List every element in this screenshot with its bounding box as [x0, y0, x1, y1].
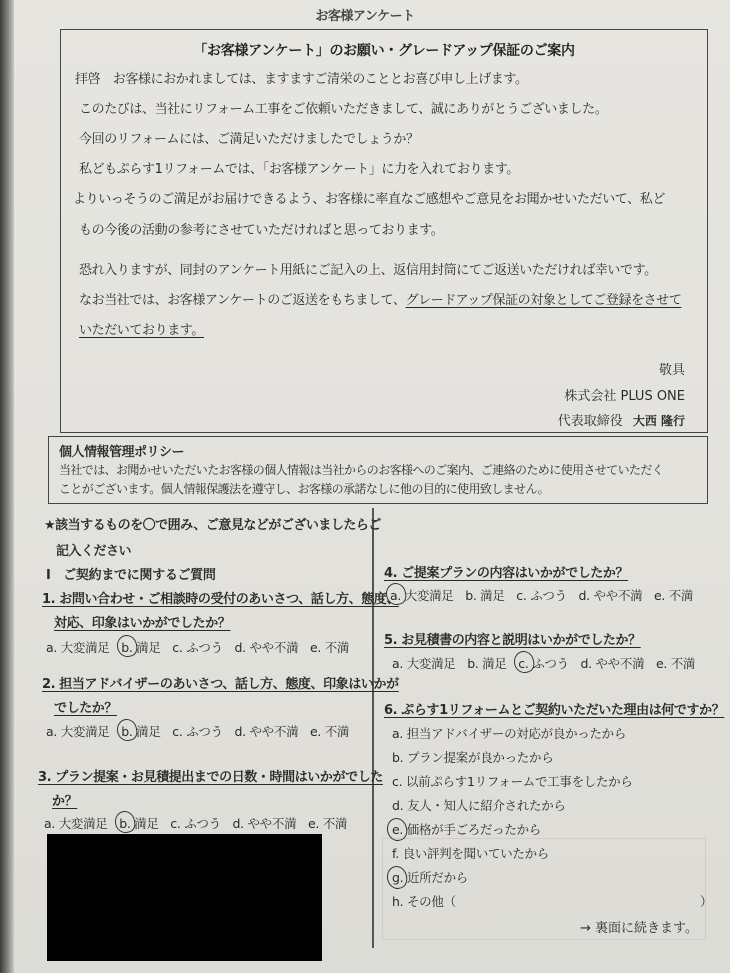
question-1-options [46, 638, 357, 656]
question-1-cont: 対応、印象はいかがでしたか？ [54, 616, 231, 631]
option-e[interactable]: e. 不満 [653, 588, 694, 603]
reason-key: f. [392, 846, 399, 861]
question-4: 4. ご提案プランの内容はいかがでしたか？ [384, 566, 629, 581]
option-c-selected[interactable]: c. ふつう [518, 656, 569, 671]
reason-label: その他（ [406, 894, 456, 909]
reason-key: g. [392, 870, 404, 885]
question-2: 2. 担当アドバイザーのあいさつ、話し方、態度、印象はいかが [42, 677, 399, 692]
option-b[interactable]: b. 満足 [465, 588, 505, 603]
option-c[interactable]: c. ふつう [516, 588, 567, 603]
reason-c[interactable] [392, 772, 633, 790]
option-e[interactable]: e. 不満 [309, 724, 350, 739]
letter-line: 拝啓 お客様におかれましては、ますますご清栄のこととお喜び申し上げます。 [75, 72, 528, 87]
option-d[interactable]: d. やや不満 [578, 588, 643, 603]
option-b-selected[interactable]: b. 満足 [121, 640, 161, 655]
reason-f[interactable] [392, 844, 549, 862]
reason-b[interactable] [392, 748, 553, 766]
option-d[interactable]: d. やや不満 [234, 724, 299, 739]
reason-label: 価格が手ごろだったから [406, 822, 541, 837]
question-4-options [390, 586, 701, 604]
reason-h[interactable] [392, 892, 456, 910]
reason-key: d. [392, 798, 404, 813]
option-c[interactable]: c. ふつう [172, 724, 223, 739]
instruction: ★該当するものを〇で囲み、ご意見などがございましたらご [44, 518, 381, 533]
privacy-policy-box [48, 436, 708, 504]
redacted-area [47, 834, 322, 961]
option-c[interactable]: c. ふつう [172, 640, 223, 655]
letter-line: このたびは、当社にリフォーム工事をご依頼いただきまして、誠にありがとうございました。 [79, 102, 608, 117]
option-d[interactable]: d. やや不満 [234, 640, 299, 655]
question-2-options [46, 722, 357, 740]
option-a[interactable]: a. 大変満足 [46, 640, 110, 655]
letter-line: もの今後の活動の参考にさせていただければと思っております。 [79, 223, 444, 238]
question-3-cont: か？ [52, 794, 78, 809]
letter-line: 私どもぷらす1リフォームでは、「お客様アンケート」に力を入れております。 [79, 162, 519, 177]
option-b-selected[interactable]: b. 満足 [119, 816, 159, 831]
reason-label: 近所だから [407, 870, 469, 885]
column-divider [372, 508, 374, 948]
privacy-text: ことがございます。個人情報保護法を遵守し、お客様の承諾なしに他の目的に使用致しません。 [59, 482, 549, 496]
privacy-title: 個人情報管理ポリシー [59, 445, 185, 460]
section-heading: Ⅰ ご契約までに関するご質問 [46, 568, 216, 583]
representative-signature: 大西 隆行 [632, 414, 685, 428]
option-e[interactable]: e. 不満 [307, 816, 348, 831]
option-d[interactable]: d. やや不満 [580, 656, 645, 671]
question-3-options [44, 814, 355, 832]
option-d[interactable]: d. やや不満 [232, 816, 297, 831]
representative-title: 代表取締役 [557, 414, 623, 429]
question-5-options [392, 654, 703, 672]
reason-key: b. [392, 750, 404, 765]
continue-note: → 裏面に続きます。 [580, 921, 698, 936]
reason-e-selected[interactable] [392, 820, 541, 838]
question-6: 6. ぷらす1リフォームとご契約いただいた理由は何ですか？ [384, 703, 725, 718]
letter-heading: 「お客様アンケート」のお願い・グレードアップ保証のご案内 [193, 43, 575, 59]
option-a[interactable]: a. 大変満足 [44, 816, 108, 831]
reason-label: 以前ぷらす1リフォームで工事をしたから [405, 774, 633, 789]
option-a[interactable]: a. 大変満足 [46, 724, 110, 739]
company-name: 株式会社 PLUS ONE [564, 389, 685, 404]
question-2-cont: でしたか？ [54, 701, 118, 716]
reason-label: 良い評判を聞いていたから [402, 846, 549, 861]
question-5: 5. お見積書の内容と説明はいかがでしたか？ [384, 633, 641, 648]
reason-key: e. [392, 822, 404, 837]
option-e[interactable]: e. 不満 [309, 640, 350, 655]
guarantee-underlined: グレードアップ保証の対象としてご登録をさせて [405, 293, 682, 308]
option-c[interactable]: c. ふつう [170, 816, 221, 831]
option-e[interactable]: e. 不満 [655, 656, 696, 671]
letter-line: 今回のリフォームには、ご満足いただけましたでしょうか？ [79, 132, 419, 147]
question-1: 1. お問い合わせ・ご相談時の受付のあいさつ、話し方、態度、 [42, 592, 399, 607]
photo-edge-shadow [0, 0, 14, 973]
reason-label: プラン提案が良かったから [407, 750, 554, 765]
reason-h-close-paren: ） [700, 894, 713, 909]
document-title: お客様アンケート [315, 9, 415, 24]
option-b-selected[interactable]: b. 満足 [121, 724, 161, 739]
option-b[interactable]: b. 満足 [467, 656, 507, 671]
reason-label: 友人・知人に紹介されたから [407, 798, 566, 813]
letter-line: よりいっそうのご満足がお届けできるよう、お客様に率直なご感想やご意見をお聞かせいただいて、私ど [73, 192, 665, 207]
option-a-selected[interactable]: a. 大変満足 [390, 588, 454, 603]
reason-d[interactable] [392, 796, 566, 814]
reason-label: 担当アドバイザーの対応が良かったから [406, 726, 627, 741]
guarantee-prefix: なお当社では、お客様アンケートのご返送をもちまして、 [79, 293, 406, 308]
question-3: 3. プラン提案・お見積提出までの日数・時間はいかがでした [38, 770, 383, 785]
guarantee-line [79, 289, 681, 308]
privacy-text: 当社では、お聞かせいただいたお客様の個人情報は当社からのお客様へのご案内、ご連絡のために使用させていただく [59, 463, 664, 477]
reason-key: a. [392, 726, 404, 741]
letter-box [60, 29, 708, 433]
instruction: 記入ください [56, 544, 132, 559]
option-a[interactable]: a. 大変満足 [392, 656, 456, 671]
guarantee-last: いただいております。 [79, 323, 204, 338]
reason-g-selected[interactable] [392, 868, 468, 886]
representative [558, 410, 685, 429]
reason-a[interactable] [392, 724, 626, 742]
closing: 敬具 [658, 363, 685, 378]
reason-key: c. [392, 774, 403, 789]
reason-key: h. [392, 894, 404, 909]
letter-line: 恐れ入りますが、同封のアンケート用紙にご記入の上、返信用封筒にてご返送いただければ幸いです。 [79, 263, 657, 278]
